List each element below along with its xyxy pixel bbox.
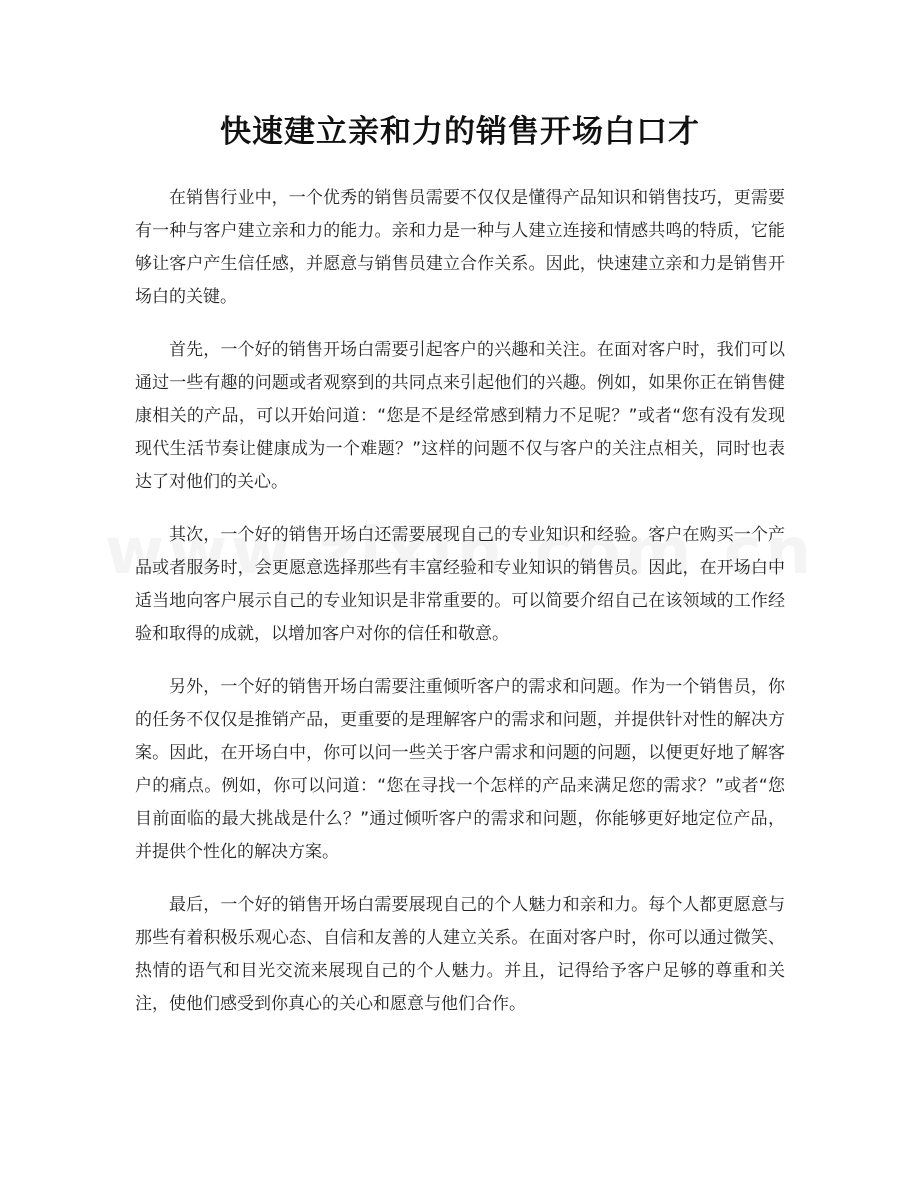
document-title: 快速建立亲和力的销售开场白口才 <box>220 114 700 150</box>
paragraph-second: 其次，一个好的销售开场白还需要展现自己的专业知识和经验。客户在购买一个产品或者服务时，会更愿意选择那些有丰富经验和专业知识的销售员。因此，在开场白中适当地向客户展示自己的专业知识是非常重要的。可以简要介绍自己在该领域的工作经验和取得的成就，以增加客户对你的信任和敬意。 <box>135 525 785 644</box>
paragraph-intro: 在销售行业中，一个优秀的销售员需要不仅仅是懂得产品知识和销售技巧，更需要有一种与客户建立亲和力的能力。亲和力是一种与人建立连接和情感共鸣的特质，它能够让客户产生信任感，并愿意与销售员建立合作关系。因此，快速建立亲和力是销售开场白的关键。 <box>135 188 785 307</box>
paragraph-third: 另外，一个好的销售开场白需要注重倾听客户的需求和问题。作为一个销售员，你的任务不仅仅是推销产品，更重要的是理解客户的需求和问题，并提供针对性的解决方案。因此，在开场白中，你可以问一些关于客户需求和问题的问题，以便更好地了解客户的痛点。例如，你可以问道：“您在寻找一个怎样的产品来满足您的需求？”或者“您目前面临的最大挑战是什么？”通过倾听客户的需求和问题，你能够更好地定位产品，并提供个性化的解决方案。 <box>135 677 785 862</box>
document-body <box>135 182 785 1041</box>
paragraph-final: 最后，一个好的销售开场白需要展现自己的个人魅力和亲和力。每个人都更愿意与那些有着积极乐观心态、自信和友善的人建立关系。在面对客户时，你可以通过微笑、热情的语气和目光交流来展现自己的个人魅力。并且，记得给予客户足够的尊重和关注，使他们感受到你真心的关心和愿意与他们合作。 <box>135 895 785 1014</box>
paragraph-first: 首先，一个好的销售开场白需要引起客户的兴趣和关注。在面对客户时，我们可以通过一些有趣的问题或者观察到的共同点来引起他们的兴趣。例如，如果你正在销售健康相关的产品，可以开始问道：“您是不是经常感到精力不足呢？”或者“您有没有发现现代生活节奏让健康成为一个难题？”这样的问题不仅与客户的关注点相关，同时也表达了对他们的关心。 <box>135 340 785 492</box>
